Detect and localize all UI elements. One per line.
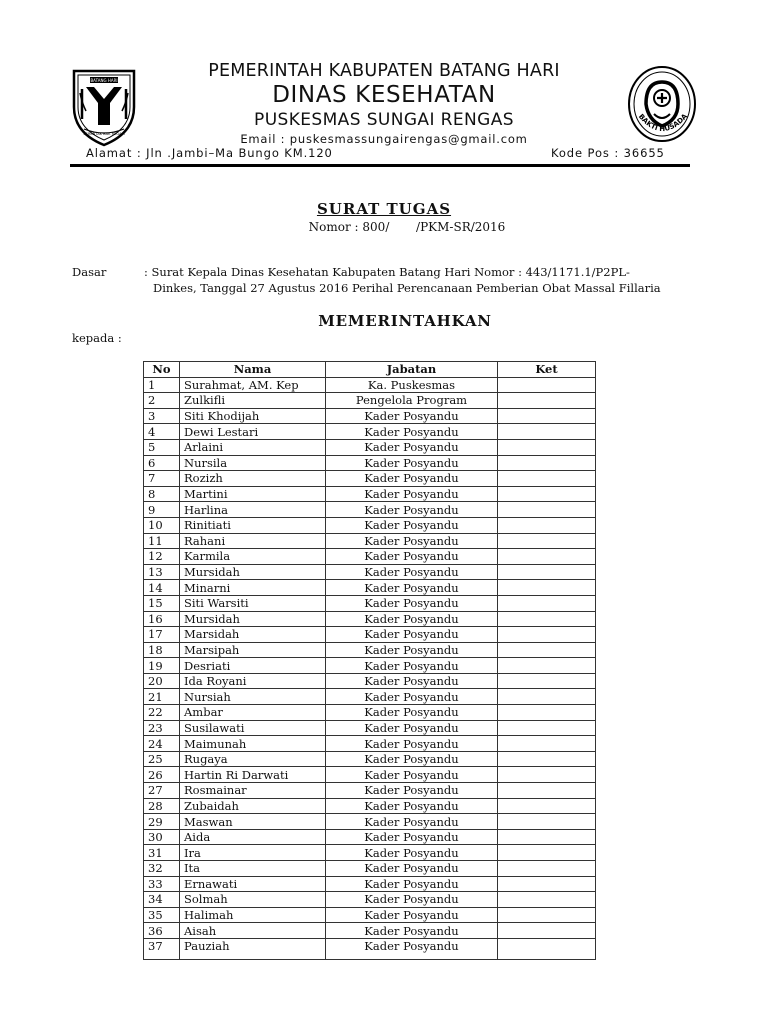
cell-jabatan: Kader Posyandu: [326, 938, 498, 959]
cell-jabatan: Kader Posyandu: [326, 907, 498, 923]
cell-jabatan: Kader Posyandu: [326, 611, 498, 627]
cell-ket: [498, 471, 596, 487]
cell-no: 4: [144, 424, 180, 440]
cell-ket: [498, 923, 596, 939]
table-row: [144, 517, 596, 533]
cell-jabatan: Kader Posyandu: [326, 486, 498, 502]
cell-nama: Mursidah: [180, 564, 326, 580]
table-row: [144, 471, 596, 487]
table-row: [144, 892, 596, 908]
cell-no: 23: [144, 720, 180, 736]
cell-ket: [498, 377, 596, 393]
cell-ket: [498, 736, 596, 752]
postal-code: Kode Pos : 36655: [551, 146, 665, 160]
cell-nama: Ida Royani: [180, 673, 326, 689]
table-row: [144, 938, 596, 959]
cell-jabatan: Kader Posyandu: [326, 861, 498, 877]
regency-crest-icon: [68, 63, 140, 147]
cell-no: 7: [144, 471, 180, 487]
cell-no: 17: [144, 627, 180, 643]
government-name: PEMERINTAH KABUPATEN BATANG HARI: [208, 61, 560, 81]
table-row: [144, 783, 596, 799]
address: Alamat : Jln .Jambi–Ma Bungo KM.120: [86, 146, 333, 160]
cell-nama: Marsipah: [180, 642, 326, 658]
cell-nama: Hartin Ri Darwati: [180, 767, 326, 783]
cell-ket: [498, 439, 596, 455]
cell-jabatan: Ka. Puskesmas: [326, 377, 498, 393]
cell-jabatan: Kader Posyandu: [326, 705, 498, 721]
cell-no: 26: [144, 767, 180, 783]
cell-no: 9: [144, 502, 180, 518]
cell-nama: Arlaini: [180, 439, 326, 455]
cell-no: 29: [144, 814, 180, 830]
cell-nama: Ambar: [180, 705, 326, 721]
cell-jabatan: Kader Posyandu: [326, 783, 498, 799]
dasar-line-2: Dinkes, Tanggal 27 Agustus 2016 Perihal Perencanaan Pemberian Obat Massal Fillaria: [153, 280, 661, 295]
cell-jabatan: Kader Posyandu: [326, 595, 498, 611]
table-row: [144, 814, 596, 830]
table-row: [144, 845, 596, 861]
table-row: [144, 923, 596, 939]
cell-jabatan: Kader Posyandu: [326, 720, 498, 736]
cell-jabatan: Kader Posyandu: [326, 564, 498, 580]
cell-jabatan: Kader Posyandu: [326, 439, 498, 455]
cell-no: 28: [144, 798, 180, 814]
header-jabatan: Jabatan: [326, 362, 498, 378]
table-row: [144, 767, 596, 783]
cell-no: 22: [144, 705, 180, 721]
cell-nama: Aisah: [180, 923, 326, 939]
cell-ket: [498, 502, 596, 518]
cell-ket: [498, 595, 596, 611]
cell-ket: [498, 549, 596, 565]
cell-nama: Rinitiati: [180, 517, 326, 533]
table-row: [144, 377, 596, 393]
cell-nama: Rozizh: [180, 471, 326, 487]
cell-nama: Halimah: [180, 907, 326, 923]
cell-nama: Karmila: [180, 549, 326, 565]
cell-jabatan: Kader Posyandu: [326, 892, 498, 908]
cell-no: 27: [144, 783, 180, 799]
dasar-line-1: : Surat Kepala Dinas Kesehatan Kabupaten Batang Hari Nomor : 443/1171.1/P2PL-: [144, 265, 630, 279]
cell-no: 13: [144, 564, 180, 580]
table-row: [144, 408, 596, 424]
cell-nama: Aida: [180, 829, 326, 845]
cell-jabatan: Pengelola Program: [326, 393, 498, 409]
cell-ket: [498, 876, 596, 892]
cell-ket: [498, 658, 596, 674]
cell-ket: [498, 689, 596, 705]
cell-jabatan: Kader Posyandu: [326, 736, 498, 752]
cell-no: 25: [144, 751, 180, 767]
cell-nama: Solmah: [180, 892, 326, 908]
cell-nama: Martini: [180, 486, 326, 502]
cell-ket: [498, 845, 596, 861]
cell-jabatan: Kader Posyandu: [326, 829, 498, 845]
cell-ket: [498, 751, 596, 767]
table-row: [144, 564, 596, 580]
cell-jabatan: Kader Posyandu: [326, 502, 498, 518]
cell-nama: Minarni: [180, 580, 326, 596]
cell-no: 33: [144, 876, 180, 892]
cell-jabatan: Kader Posyandu: [326, 533, 498, 549]
table-row: [144, 673, 596, 689]
cell-jabatan: Kader Posyandu: [326, 642, 498, 658]
table-header-row: [144, 362, 596, 378]
letter-title: [0, 200, 768, 218]
agency-name: DINAS KESEHATAN: [272, 82, 496, 108]
cell-ket: [498, 938, 596, 959]
cell-ket: [498, 486, 596, 502]
cell-no: 31: [144, 845, 180, 861]
cell-ket: [498, 673, 596, 689]
table-row: [144, 798, 596, 814]
cell-nama: Nursiah: [180, 689, 326, 705]
cell-nama: Pauziah: [180, 938, 326, 959]
cell-nama: Maimunah: [180, 736, 326, 752]
cell-ket: [498, 564, 596, 580]
table-row: [144, 611, 596, 627]
cell-nama: Rahani: [180, 533, 326, 549]
table-row: [144, 533, 596, 549]
cell-no: 11: [144, 533, 180, 549]
cell-no: 16: [144, 611, 180, 627]
cell-nama: Surahmat, AM. Kep: [180, 377, 326, 393]
table-row: [144, 595, 596, 611]
cell-jabatan: Kader Posyandu: [326, 673, 498, 689]
table-row: [144, 907, 596, 923]
cell-jabatan: Kader Posyandu: [326, 455, 498, 471]
cell-jabatan: Kader Posyandu: [326, 424, 498, 440]
cell-jabatan: Kader Posyandu: [326, 876, 498, 892]
cell-jabatan: Kader Posyandu: [326, 549, 498, 565]
cell-ket: [498, 861, 596, 877]
office-name: PUSKESMAS SUNGAI RENGAS: [254, 110, 514, 130]
bakti-husada-logo-icon: [626, 64, 698, 144]
cell-no: 2: [144, 393, 180, 409]
cell-jabatan: Kader Posyandu: [326, 814, 498, 830]
letterhead: [150, 60, 618, 147]
cell-nama: Maswan: [180, 814, 326, 830]
table-row: [144, 642, 596, 658]
table-row: [144, 455, 596, 471]
cell-jabatan: Kader Posyandu: [326, 471, 498, 487]
cell-no: 10: [144, 517, 180, 533]
crest-text-bottom: SERENTAK BAK REGAM: [83, 132, 125, 136]
header-no: No: [144, 362, 180, 378]
cell-nama: Marsidah: [180, 627, 326, 643]
cell-jabatan: Kader Posyandu: [326, 408, 498, 424]
cell-no: 30: [144, 829, 180, 845]
dasar-text: [144, 265, 704, 296]
cell-no: 21: [144, 689, 180, 705]
cell-no: 34: [144, 892, 180, 908]
table-body: [144, 377, 596, 959]
cell-nama: Siti Khodijah: [180, 408, 326, 424]
cell-nama: Mursidah: [180, 611, 326, 627]
table-row: [144, 829, 596, 845]
cell-no: 12: [144, 549, 180, 565]
table-row: [144, 580, 596, 596]
cell-jabatan: Kader Posyandu: [326, 798, 498, 814]
cell-nama: Rosmainar: [180, 783, 326, 799]
cell-nama: Nursila: [180, 455, 326, 471]
table-row: [144, 486, 596, 502]
email-line: Email : puskesmassungairengas@gmail.com: [240, 132, 528, 146]
table-row: [144, 658, 596, 674]
cell-ket: [498, 767, 596, 783]
cell-nama: Harlina: [180, 502, 326, 518]
cell-ket: [498, 907, 596, 923]
cell-ket: [498, 829, 596, 845]
cell-jabatan: Kader Posyandu: [326, 517, 498, 533]
cell-no: 19: [144, 658, 180, 674]
cell-ket: [498, 642, 596, 658]
cell-no: 14: [144, 580, 180, 596]
cell-no: 3: [144, 408, 180, 424]
table-row: [144, 876, 596, 892]
dasar-label: Dasar: [72, 265, 107, 279]
logo-motto: BAKTI HUSADA: [636, 112, 690, 134]
cell-ket: [498, 424, 596, 440]
cell-nama: Dewi Lestari: [180, 424, 326, 440]
cell-ket: [498, 580, 596, 596]
letter-number: Nomor : 800/ /PKM-SR/2016: [308, 220, 506, 234]
cell-no: 37: [144, 938, 180, 959]
cell-no: 6: [144, 455, 180, 471]
cell-ket: [498, 892, 596, 908]
cell-no: 18: [144, 642, 180, 658]
cell-ket: [498, 627, 596, 643]
cell-ket: [498, 455, 596, 471]
table-row: [144, 736, 596, 752]
assignee-table: [143, 361, 596, 960]
cell-no: 5: [144, 439, 180, 455]
cell-ket: [498, 814, 596, 830]
cell-nama: Desriati: [180, 658, 326, 674]
cell-nama: Ira: [180, 845, 326, 861]
cell-jabatan: Kader Posyandu: [326, 658, 498, 674]
table-row: [144, 861, 596, 877]
recipient-label: kepada :: [72, 331, 122, 345]
cell-jabatan: Kader Posyandu: [326, 767, 498, 783]
cell-no: 15: [144, 595, 180, 611]
table-row: [144, 393, 596, 409]
cell-jabatan: Kader Posyandu: [326, 923, 498, 939]
table-row: [144, 720, 596, 736]
cell-jabatan: Kader Posyandu: [326, 580, 498, 596]
table-row: [144, 705, 596, 721]
cell-jabatan: Kader Posyandu: [326, 689, 498, 705]
cell-nama: Zubaidah: [180, 798, 326, 814]
cell-nama: Ita: [180, 861, 326, 877]
cell-ket: [498, 408, 596, 424]
cell-nama: Rugaya: [180, 751, 326, 767]
cell-ket: [498, 517, 596, 533]
cell-no: 35: [144, 907, 180, 923]
cell-ket: [498, 798, 596, 814]
cell-jabatan: Kader Posyandu: [326, 627, 498, 643]
cell-ket: [498, 705, 596, 721]
cell-nama: Susilawati: [180, 720, 326, 736]
cell-nama: Ernawati: [180, 876, 326, 892]
table-row: [144, 439, 596, 455]
table-row: [144, 424, 596, 440]
cell-ket: [498, 533, 596, 549]
cell-no: 1: [144, 377, 180, 393]
order-heading: MEMERINTAHKAN: [318, 312, 492, 330]
cell-ket: [498, 720, 596, 736]
cell-nama: Siti Warsiti: [180, 595, 326, 611]
table-row: [144, 689, 596, 705]
cell-jabatan: Kader Posyandu: [326, 751, 498, 767]
letter-title-text: SURAT TUGAS: [316, 200, 452, 218]
table-row: [144, 627, 596, 643]
cell-no: 8: [144, 486, 180, 502]
cell-ket: [498, 783, 596, 799]
table-row: [144, 549, 596, 565]
cell-no: 24: [144, 736, 180, 752]
cell-ket: [498, 393, 596, 409]
cell-nama: Zulkifli: [180, 393, 326, 409]
table-row: [144, 751, 596, 767]
header-nama: Nama: [180, 362, 326, 378]
cell-no: 20: [144, 673, 180, 689]
cell-no: 36: [144, 923, 180, 939]
header-ket: Ket: [498, 362, 596, 378]
letterhead-divider: [70, 164, 690, 167]
cell-ket: [498, 611, 596, 627]
cell-no: 32: [144, 861, 180, 877]
table-row: [144, 502, 596, 518]
crest-text-top: BATANG HARI: [90, 78, 118, 83]
cell-jabatan: Kader Posyandu: [326, 845, 498, 861]
